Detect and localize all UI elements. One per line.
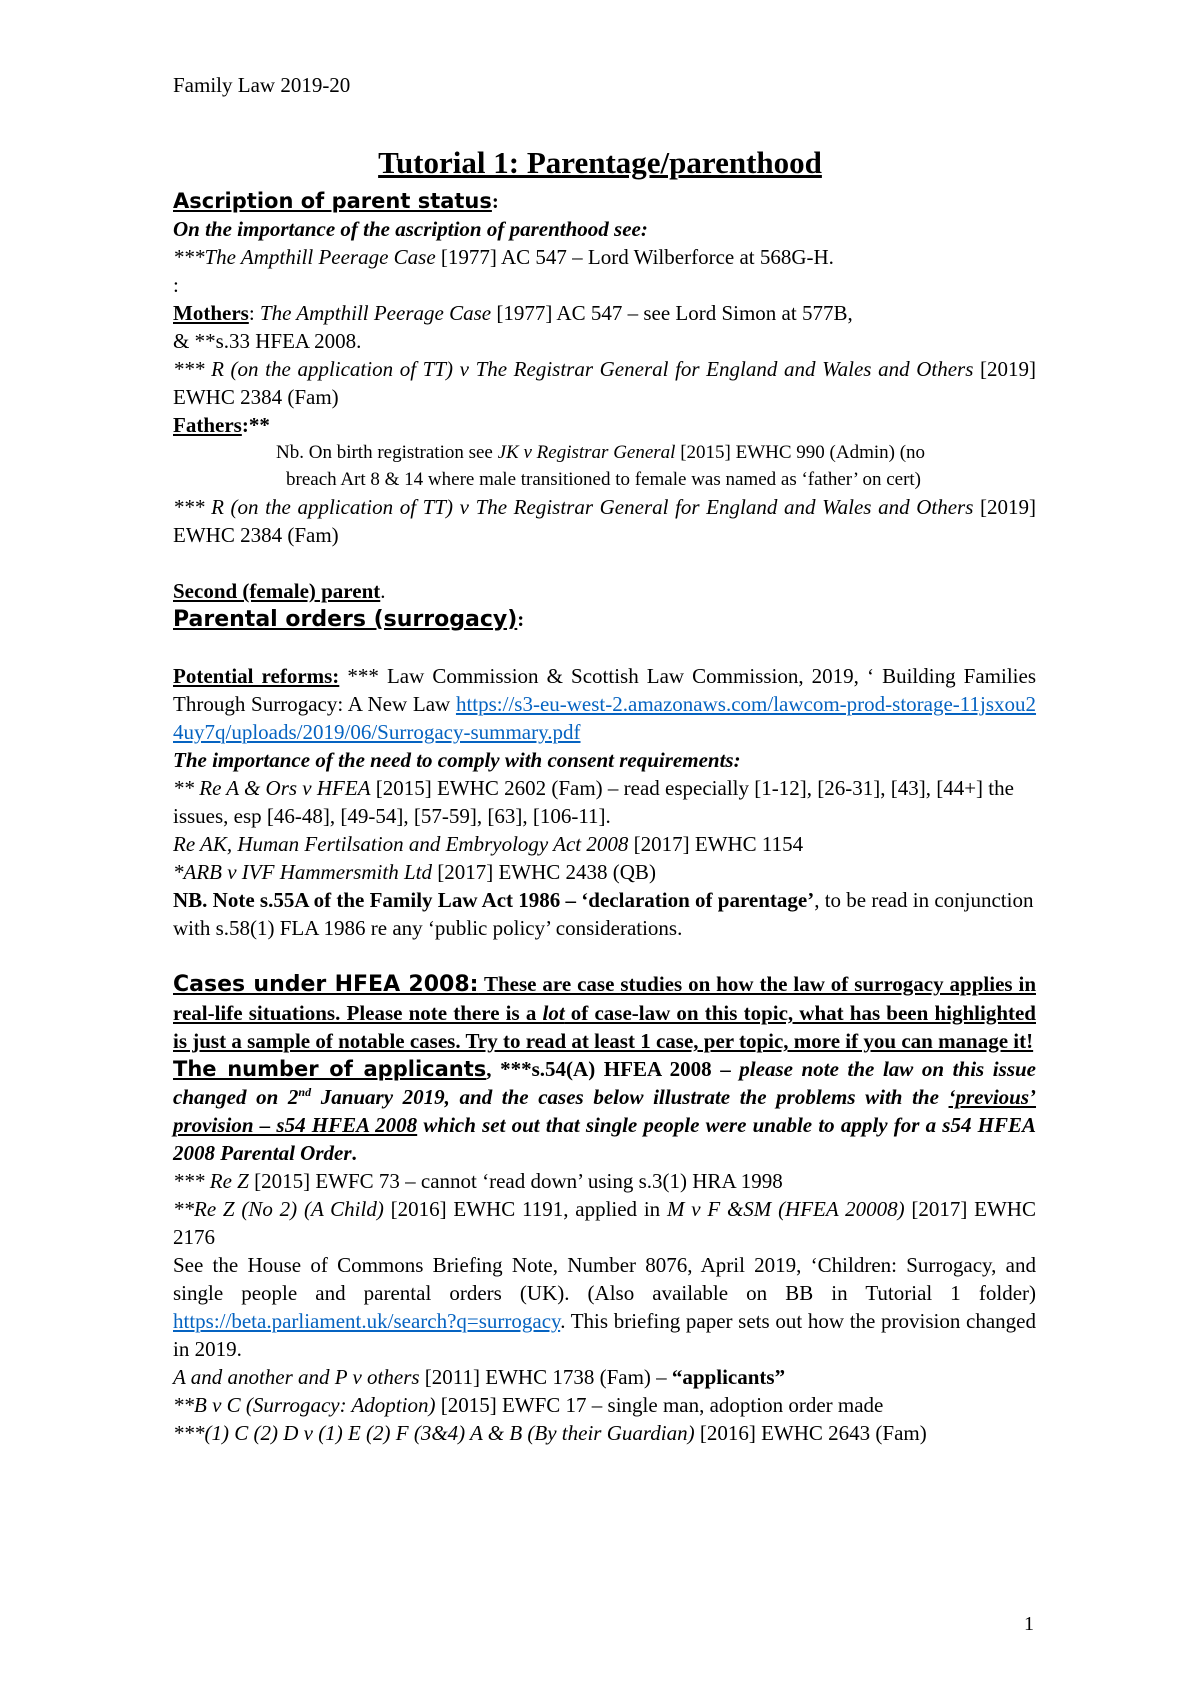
fathers-heading: Fathers:** <box>173 413 270 437</box>
document-body <box>173 187 1036 1447</box>
parliament-search-link[interactable]: https://beta.parliament.uk/search?q=surrogacy <box>173 1309 561 1333</box>
spacer <box>173 549 1036 577</box>
number-of-applicants: The number of applicants, ***s.54(A) HFEA 2008 – please note the law on this issue changed on 2nd January 2019, and the cases below illustrate the problems with the ‘previous’ provision – s54 HFEA 2008 which set out that single people were unable to apply for a s54 HFEA 2008 Parental Order. <box>173 1057 1037 1165</box>
c-d-v-e-f-citation: ***(1) C (2) D v (1) E (2) F (3&4) A & B (By their Guardian) [2016] EWHC 2643 (Fam) <box>173 1421 927 1445</box>
section-heading-parental-orders: Parental orders (surrogacy): <box>173 607 525 632</box>
consent-heading: The importance of the need to comply with consent requirements: <box>173 748 741 772</box>
nb-birth-registration: Nb. On birth registration see JK v Registrar General [2015] EWHC 990 (Admin) (no <box>276 442 926 463</box>
ampthill-citation: ***The Ampthill Peerage Case [1977] AC 547 – Lord Wilberforce at 568G-H. <box>173 245 834 269</box>
mothers-line-2: & **s.33 HFEA 2008. <box>173 329 362 353</box>
arb-citation: *ARB v IVF Hammersmith Ltd [2017] EWHC 2438 (QB) <box>173 860 656 884</box>
b-v-c-citation: **B v C (Surrogacy: Adoption) [2015] EWFC 17 – single man, adoption order made <box>173 1393 884 1417</box>
nb-birth-registration-line-2: breach Art 8 & 14 where male transitioned to female was named as ‘father’ on cert) <box>286 469 922 490</box>
page-header: Family Law 2019-20 <box>173 73 351 97</box>
re-z-citation: *** Re Z [2015] EWFC 73 – cannot ‘read down’ using s.3(1) HRA 1998 <box>173 1169 783 1193</box>
briefing-note: See the House of Commons Briefing Note, Number 8076, April 2019, ‘Children: Surrogacy, and single people and parental orders (UK). (Also available on BB in Tutorial 1 folder) https://beta.parliament.uk/search?q=surrogacy. This briefing paper sets out how the provision changed in 2019. <box>173 1253 1036 1361</box>
re-a-citation: ** Re A & Ors v HFEA [2015] EWHC 2602 (Fam) – read especially [1-12], [26-31], [43], [44+] the issues, esp [46-48], [49-54], [57-59], [63], [106-11]. <box>173 776 1014 828</box>
hfea-cases-intro: Cases under HFEA 2008: These are case studies on how the law of surrogacy applies in real-life situations. Please note there is a lot of case-law on this topic, what has been highlighted is just a sample of notable cases. Try to read at least 1 case, per topic, more if you can manage it! <box>173 972 1036 1053</box>
re-ak-citation: Re AK, Human Fertilsation and Embryology Act 2008 [2017] EWHC 1154 <box>173 832 804 856</box>
stray-colon: : <box>173 273 179 297</box>
second-parent-heading: Second (female) parent. <box>173 579 386 603</box>
potential-reforms: Potential reforms: *** Law Commission & Scottish Law Commission, 2019, ‘ Building Families Through Surrogacy: A New Law https://s3-eu-west-2.amazonaws.com/lawcom-prod-storage-11jsxou24uy7q/uploads/2019/06/Surrogacy-summary.pdf <box>173 664 1037 744</box>
importance-line: On the importance of the ascription of parenthood see: <box>173 217 648 241</box>
a-and-another-citation: A and another and P v others [2011] EWHC 1738 (Fam) – “applicants” <box>173 1365 786 1389</box>
spacer <box>173 634 1036 662</box>
mothers-citation: Mothers: The Ampthill Peerage Case [1977] AC 547 – see Lord Simon at 577B, <box>173 301 853 325</box>
nb-declaration-of-parentage: NB. Note s.55A of the Family Law Act 1986 – ‘declaration of parentage’, to be read in conjunction with s.58(1) FLA 1986 re any ‘public policy’ considerations. <box>173 888 1034 940</box>
tt-citation-a: *** R (on the application of TT) v The Registrar General for England and Wales and Others [2019] EWHC 2384 (Fam) <box>173 357 1036 409</box>
spacer <box>173 942 1036 970</box>
page-title: Tutorial 1: Parentage/parenthood <box>378 145 822 180</box>
tt-citation-b: *** R (on the application of TT) v The Registrar General for England and Wales and Others [2019] EWHC 2384 (Fam) <box>173 495 1036 547</box>
page-number: 1 <box>1024 1613 1034 1635</box>
law-commission-link[interactable]: https://s3-eu-west-2.amazonaws.com/lawcom-prod-storage-11jsxou24uy7q/uploads/2019/06/Surrogacy-summary.pdf <box>173 692 1037 744</box>
re-z-no2-citation: **Re Z (No 2) (A Child) [2016] EWHC 1191, applied in M v F &SM (HFEA 20008) [2017] EWHC 2176 <box>173 1197 1036 1249</box>
section-heading-ascription: Ascription of parent status: <box>173 189 499 213</box>
